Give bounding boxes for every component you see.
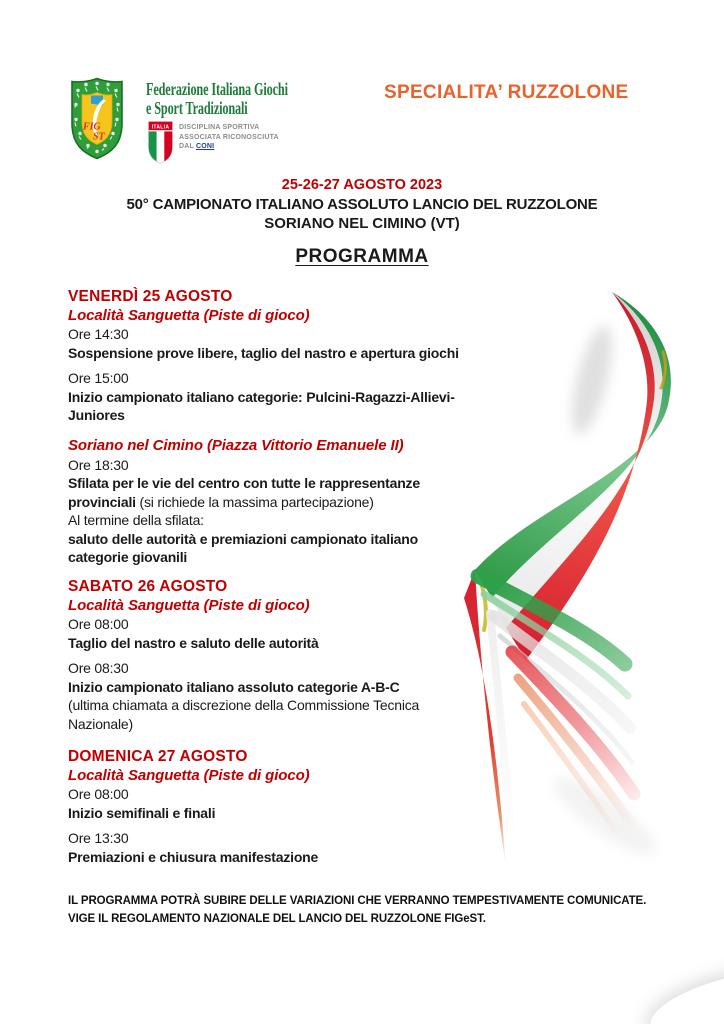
text-run: Sospensione prove libere, taglio del nastro e apertura giochi xyxy=(68,344,459,361)
text-run: provinciali xyxy=(68,493,136,510)
text-run: Ore 08:00 xyxy=(68,616,129,632)
location-heading xyxy=(68,767,508,786)
federation-name-line2: e Sport Tradizionali xyxy=(146,97,248,118)
time-label xyxy=(68,456,508,475)
text-run: Ore 13:30 xyxy=(68,830,129,846)
event-line xyxy=(68,715,508,734)
text-run: Premiazioni e chiusura manifestazione xyxy=(68,848,319,865)
text-run: Località Sanguetta (Piste di gioco) xyxy=(68,766,310,784)
time-label xyxy=(68,615,508,634)
text-run: Ore 08:00 xyxy=(68,786,129,802)
time-label xyxy=(68,659,508,678)
time-label xyxy=(68,785,508,804)
text-run: saluto delle autorità e premiazioni campionato italiano xyxy=(68,530,418,547)
event-line xyxy=(68,530,508,549)
text-run: Nazionale) xyxy=(68,715,133,732)
location-heading xyxy=(68,597,508,616)
footer-note-2: VIGE IL REGOLAMENTO NAZIONALE DEL LANCIO DEL RUZZOLONE FIGeST. xyxy=(68,913,486,925)
event-venue: SORIANO NEL CIMINO (VT) xyxy=(264,215,460,232)
coni-line1: DISCIPLINA SPORTIVA xyxy=(179,124,260,131)
footer-notes xyxy=(68,892,646,928)
text-run: Soriano nel Cimino (Piazza Vittorio Emanuele II) xyxy=(68,437,404,454)
text-run: Ore 08:30 xyxy=(68,660,129,676)
schedule-section-domenica-27-agosto xyxy=(68,748,508,866)
programma-heading: PROGRAMMA xyxy=(295,246,429,267)
coni-italia-shield-icon xyxy=(148,121,173,164)
logo-text-st: ST xyxy=(93,131,105,143)
schedule-section-venerdi-25-agosto xyxy=(68,288,508,425)
text-run: Juniores xyxy=(68,407,125,423)
event-dates: 25-26-27 AGOSTO 2023 xyxy=(281,177,443,193)
text-run: Taglio del nastro e saluto delle autorità xyxy=(68,634,319,651)
ribbon-shadow-upper xyxy=(564,322,620,438)
text-run: Località Sanguetta (Piste di gioco) xyxy=(68,596,310,614)
time-label xyxy=(68,369,508,388)
location-heading xyxy=(68,437,508,456)
federation-name-line1: Federazione Italiana Giochi xyxy=(146,79,288,99)
text-run: (ultima chiamata a discrezione della Commissione Tecnica xyxy=(68,697,420,713)
text-run: Sfilata per le vie del centro con tutte le rappresentanze xyxy=(68,475,420,491)
coni-recognition-text xyxy=(179,123,279,152)
text-run: Località Sanguetta (Piste di gioco) xyxy=(68,306,310,324)
text-run: Inizio campionato italiano assoluto categorie A-B-C xyxy=(68,678,400,695)
event-title: 50° CAMPIONATO ITALIANO ASSOLUTO LANCIO DEL RUZZOLONE xyxy=(126,196,598,213)
day-heading xyxy=(68,578,508,597)
text-run: Inizio campionato italiano categorie: Pulcini-Ragazzi-Allievi- xyxy=(68,388,455,405)
text-run: categorie giovanili xyxy=(68,549,188,565)
text-run: VENERDÌ 25 AGOSTO xyxy=(68,288,233,305)
event-line xyxy=(68,678,508,697)
time-label xyxy=(68,829,508,848)
text-run: (si richiede la massima partecipazione) xyxy=(135,493,374,510)
day-heading xyxy=(68,288,508,307)
event-line xyxy=(68,511,508,530)
italia-label: ITALIA xyxy=(151,124,170,131)
event-line xyxy=(68,634,508,653)
event-line xyxy=(68,344,508,363)
text-run: Ore 14:30 xyxy=(68,326,129,342)
event-line xyxy=(68,388,508,407)
event-line xyxy=(68,474,508,493)
event-line xyxy=(68,696,508,715)
text-run: Al termine della sfilata: xyxy=(68,512,204,528)
federation-name xyxy=(146,80,288,117)
coni-line3: DAL CONI xyxy=(179,143,215,150)
event-line xyxy=(68,804,508,823)
time-label xyxy=(68,325,508,344)
corner-shadow-decoration xyxy=(644,960,724,1024)
text-run: Ore 18:30 xyxy=(68,456,129,473)
event-line xyxy=(68,548,508,567)
text-run: Inizio semifinali e finali xyxy=(68,804,216,821)
schedule-section-soriano-nel-cimino xyxy=(68,437,508,567)
event-line xyxy=(68,406,508,425)
event-line xyxy=(68,493,508,512)
schedule-section-sabato-26-agosto xyxy=(68,578,508,733)
text-run: Ore 15:00 xyxy=(68,370,129,386)
coni-line2: ASSOCIATA RICONOSCIUTA xyxy=(179,133,279,141)
location-heading xyxy=(68,307,508,326)
footer-note-1: IL PROGRAMMA POTRÀ SUBIRE DELLE VARIAZIONI CHE VERRANNO TEMPESTIVAMENTE COMUNICATE. xyxy=(68,895,647,907)
text-run: SABATO 26 AGOSTO xyxy=(68,578,228,595)
day-heading xyxy=(68,748,508,767)
text-run: DOMENICA 27 AGOSTO xyxy=(68,748,248,765)
event-line xyxy=(68,848,508,867)
coni-org-label: CONI xyxy=(196,143,215,150)
logo-text-fig: FIG xyxy=(83,121,101,133)
figest-logo-icon xyxy=(70,77,124,160)
specialty-title: SPECIALITA’ RUZZOLONE xyxy=(384,82,629,103)
